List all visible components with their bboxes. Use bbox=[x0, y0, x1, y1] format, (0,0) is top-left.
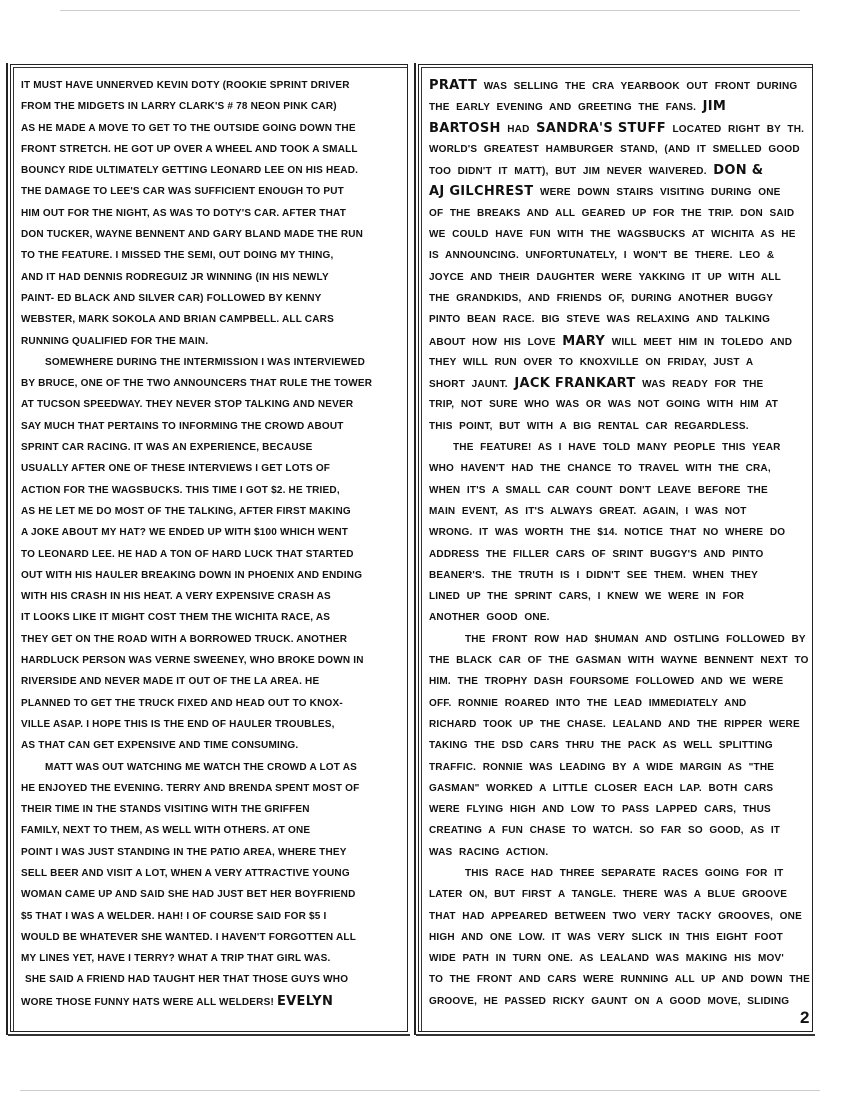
text-segment: ANOTHER GOOD ONE. bbox=[429, 612, 550, 624]
text-line bbox=[429, 650, 809, 671]
text-line bbox=[429, 671, 806, 692]
text-segment: TOO DIDN'T IT MATT), BUT JIM NEVER WAIVERED. bbox=[429, 166, 714, 178]
text-line bbox=[21, 288, 401, 309]
text-segment: WHEN IT'S A SMALL CAR COUNT DON'T LEAVE BEFORE THE bbox=[429, 484, 768, 496]
text-segment: AS HE LET ME DO MOST OF THE TALKING, AFTER FIRST MAKING bbox=[21, 505, 351, 517]
text-segment: IT MUST HAVE UNNERVED KEVIN DOTY (ROOKIE SPRINT DRIVER bbox=[21, 80, 350, 91]
text-line bbox=[429, 288, 806, 309]
highlighted-name: JACK FRANKART bbox=[514, 376, 636, 392]
text-line bbox=[21, 352, 401, 373]
text-line bbox=[21, 416, 401, 437]
highlighted-name: PRATT bbox=[429, 78, 478, 93]
text-line bbox=[21, 948, 401, 969]
text-segment: OF THE BREAKS AND ALL GEARED UP FOR THE TRIP. DON SAID bbox=[429, 207, 795, 219]
text-segment: ACTION FOR THE WAGSBUCKS. THIS TIME I GOT $2. HE TRIED, bbox=[21, 484, 340, 496]
text-segment: SELL BEER AND VISIT A LOT, WHEN A VERY ATTRACTIVE YOUNG bbox=[21, 867, 350, 879]
text-segment: TAKING THE DSD CARS THRU THE PACK AS WELL SPLITTING bbox=[429, 740, 773, 752]
text-line bbox=[21, 245, 401, 266]
text-segment: AS THAT CAN GET EXPENSIVE AND TIME CONSUMING. bbox=[21, 740, 299, 752]
text-segment: BOUNCY RIDE ULTIMATELY GETTING LEONARD LEE ON HIS HEAD. bbox=[21, 165, 359, 177]
text-segment: TO THE FEATURE. I MISSED THE SEMI, OUT DOING MY THING, bbox=[21, 250, 334, 262]
text-segment: FAMILY, NEXT TO THEM, AS WELL WITH OTHERS. AT ONE bbox=[21, 825, 311, 837]
text-segment: THE GRANDKIDS, AND FRIENDS OF, DURING ANOTHER BUGGY bbox=[429, 292, 774, 304]
text-segment: PLANNED TO GET THE TRUCK FIXED AND HEAD OUT TO KNOX- bbox=[21, 697, 343, 709]
text-line bbox=[21, 969, 401, 990]
text-segment: OFF. RONNIE ROARED INTO THE LEAD IMMEDIATELY AND bbox=[429, 697, 747, 709]
text-line bbox=[21, 309, 401, 330]
text-segment: THIS RACE HAD THREE SEPARATE RACES GOING FOR IT bbox=[465, 867, 784, 879]
text-segment: CREATING A FUN CHASE TO WATCH. SO FAR SO GOOD, AS IT bbox=[429, 825, 781, 837]
text-line bbox=[21, 565, 401, 586]
text-segment: DON TUCKER, WAYNE BENNENT AND GARY BLAND MADE THE RUN bbox=[21, 229, 364, 241]
text-line bbox=[429, 181, 806, 202]
text-line bbox=[429, 778, 806, 799]
text-line bbox=[21, 820, 401, 841]
text-segment: THE EARLY EVENING AND GREETING THE FANS. bbox=[429, 102, 703, 114]
text-segment: IT LOOKS LIKE IT MIGHT COST THEM THE WICHITA RACE, AS bbox=[21, 612, 331, 624]
left-column-frame bbox=[10, 64, 408, 1032]
text-line bbox=[21, 118, 401, 139]
text-segment: HIM. THE TROPHY DASH FOURSOME FOLLOWED AND WE WERE bbox=[429, 676, 784, 688]
text-segment: WAS RACING ACTION. bbox=[429, 846, 549, 858]
text-segment: FRONT STRETCH. HE GOT UP OVER A WHEEL AND TOOK A SMALL bbox=[21, 143, 358, 155]
text-line bbox=[429, 416, 806, 437]
text-line bbox=[429, 437, 806, 458]
text-line bbox=[429, 714, 806, 735]
text-line bbox=[429, 927, 806, 948]
text-segment: MAIN EVENT, AS IT'S ALWAYS GREAT. AGAIN, I WAS NOT bbox=[429, 505, 747, 517]
text-line bbox=[429, 842, 806, 863]
text-line bbox=[429, 906, 806, 927]
text-segment: SHORT JAUNT. bbox=[429, 379, 515, 391]
text-line bbox=[429, 394, 806, 415]
text-segment: OUT WITH HIS HAULER BREAKING DOWN IN PHOENIX AND ENDING bbox=[21, 569, 363, 581]
text-segment: PINTO BEAN RACE. BIG STEVE WAS RELAXING AND TALKING bbox=[429, 314, 771, 326]
text-segment: SOMEWHERE DURING THE INTERMISSION I WAS INTERVIEWED bbox=[45, 356, 366, 368]
text-line bbox=[429, 991, 806, 1012]
text-line bbox=[21, 650, 401, 671]
text-segment: THE FRONT ROW HAD $HUMAN AND OSTLING FOLLOWED BY bbox=[465, 633, 806, 645]
text-line bbox=[21, 842, 401, 863]
text-segment: HIM OUT FOR THE NIGHT, AS WAS TO DOTY'S CAR. AFTER THAT bbox=[21, 207, 347, 219]
text-segment: WERE DOWN STAIRS VISITING DURING ONE bbox=[533, 187, 781, 199]
text-segment: WILL MEET HIM IN TOLEDO AND bbox=[605, 336, 793, 348]
text-line bbox=[429, 820, 806, 841]
text-segment: WE COULD HAVE FUN WITH THE WAGSBUCKS AT WICHITA AS HE bbox=[429, 229, 796, 241]
text-line bbox=[21, 267, 401, 288]
text-segment: TRIP, NOT SURE WHO WAS OR WAS NOT GOING WITH HIM AT bbox=[429, 399, 779, 411]
text-segment: RUNNING QUALIFIED FOR THE MAIN. bbox=[21, 335, 209, 347]
text-segment: WAS READY FOR THE bbox=[635, 379, 764, 391]
text-line bbox=[429, 458, 806, 479]
scan-bottom-rule bbox=[20, 1090, 820, 1091]
text-segment: HIGH AND ONE LOW. IT WAS VERY SLICK IN THIS EIGHT FOOT bbox=[429, 931, 783, 943]
text-segment: GROOVE, HE PASSED RICKY GAUNT ON A GOOD MOVE, SLIDING bbox=[429, 995, 790, 1007]
text-segment: WHO HAVEN'T HAD THE CHANCE TO TRAVEL WITH THE CRA, bbox=[429, 463, 771, 475]
page-number: 2 bbox=[800, 1008, 810, 1027]
text-segment: BEANER'S. THE TRUTH IS I DIDN'T SEE THEM. WHEN THEY bbox=[429, 569, 759, 581]
text-line bbox=[429, 309, 806, 330]
text-segment: IS ANNOUNCING. UNFORTUNATELY, I WON'T BE THERE. LEO & bbox=[429, 250, 775, 262]
text-segment: BY BRUCE, ONE OF THE TWO ANNOUNCERS THAT RULE THE TOWER bbox=[21, 378, 373, 390]
text-segment: TO THE FRONT AND CARS WERE RUNNING ALL UP AND DOWN THE bbox=[429, 974, 810, 986]
text-line bbox=[21, 373, 401, 394]
text-line bbox=[21, 671, 401, 692]
text-segment: WOULD BE WHATEVER SHE WANTED. I HAVEN'T FORGOTTEN ALL bbox=[21, 931, 357, 943]
text-line bbox=[21, 607, 401, 628]
scan-top-rule bbox=[60, 10, 800, 11]
text-segment: PAINT- ED BLACK AND SILVER CAR) FOLLOWED BY KENNY bbox=[21, 292, 322, 304]
text-line bbox=[21, 799, 401, 820]
text-segment: THE BLACK CAR OF THE GASMAN WITH WAYNE BENNENT NEXT TO bbox=[429, 655, 809, 667]
text-line bbox=[429, 863, 806, 884]
text-segment: WOMAN CAME UP AND SAID SHE HAD JUST BET HER BOYFRIEND bbox=[21, 889, 356, 901]
text-line bbox=[429, 96, 806, 117]
text-segment: RICHARD TOOK UP THE CHASE. LEALAND AND THE RIPPER WERE bbox=[429, 718, 800, 730]
text-line bbox=[429, 245, 806, 266]
text-line bbox=[21, 629, 401, 650]
highlighted-name: BARTOSH bbox=[429, 120, 501, 136]
text-segment: TO LEONARD LEE. HE HAD A TON OF HARD LUCK THAT STARTED bbox=[21, 548, 354, 560]
text-line bbox=[429, 629, 806, 650]
text-line bbox=[429, 224, 806, 245]
text-line bbox=[429, 203, 806, 224]
text-segment: MATT WAS OUT WATCHING ME WATCH THE CROWD A LOT AS bbox=[45, 761, 357, 773]
text-segment: JOYCE AND THEIR DAUGHTER WERE YAKKING IT UP WITH ALL bbox=[429, 271, 781, 283]
text-line bbox=[21, 75, 401, 96]
text-segment: WRONG. IT WAS WORTH THE $14. NOTICE THAT NO WHERE DO bbox=[429, 527, 786, 539]
text-segment: WITH HIS CRASH IN HIS HEAT. A VERY EXPENSIVE CRASH AS bbox=[21, 591, 331, 603]
highlighted-name: MARY bbox=[562, 333, 606, 349]
highlighted-name: SANDRA'S STUFF bbox=[536, 120, 666, 136]
text-segment: THE DAMAGE TO LEE'S CAR WAS SUFFICIENT ENOUGH TO PUT bbox=[21, 186, 344, 198]
text-segment: THEY GET ON THE ROAD WITH A BORROWED TRUCK. ANOTHER bbox=[21, 633, 348, 645]
text-line bbox=[429, 480, 806, 501]
text-segment: SAY MUCH THAT PERTAINS TO INFORMING THE CROWD ABOUT bbox=[21, 420, 344, 432]
left-column-text bbox=[21, 75, 401, 1012]
text-segment: THE FEATURE! AS I HAVE TOLD MANY PEOPLE THIS YEAR bbox=[453, 442, 781, 454]
text-line bbox=[429, 501, 806, 522]
text-segment: LOCATED RIGHT BY TH. bbox=[665, 123, 805, 135]
text-line bbox=[21, 139, 401, 160]
text-segment: WERE FLYING HIGH AND LOW TO PASS LAPPED CARS, THUS bbox=[429, 804, 771, 816]
text-segment: SHE SAID A FRIEND HAD TAUGHT HER THAT THOSE GUYS WHO bbox=[25, 974, 349, 986]
text-segment: TRAFFIC. RONNIE WAS LEADING BY A WIDE MARGIN AS "THE bbox=[429, 761, 775, 773]
text-segment: HARDLUCK PERSON WAS VERNE SWEENEY, WHO BROKE DOWN IN bbox=[21, 655, 364, 667]
text-segment: POINT I WAS JUST STANDING IN THE PATIO AREA, WHERE THEY bbox=[21, 846, 347, 858]
text-line bbox=[21, 693, 401, 714]
highlighted-name: AJ GILCHREST bbox=[429, 184, 534, 200]
text-segment: AS HE MADE A MOVE TO GET TO THE OUTSIDE GOING DOWN THE bbox=[21, 122, 356, 134]
text-segment: FROM THE MIDGETS IN LARRY CLARK'S # 78 NEON PINK CAR) bbox=[21, 101, 337, 113]
text-line bbox=[429, 522, 806, 543]
text-line bbox=[429, 735, 806, 756]
text-line bbox=[21, 480, 401, 501]
text-segment: THEIR TIME IN THE STANDS VISITING WITH THE GRIFFEN bbox=[21, 804, 310, 816]
text-segment: WAS SELLING THE CRA YEARBOOK OUT FRONT DURING bbox=[477, 81, 798, 92]
text-line bbox=[429, 267, 806, 288]
text-line bbox=[429, 139, 806, 160]
text-line bbox=[429, 565, 806, 586]
text-line bbox=[21, 331, 401, 352]
text-segment: MY LINES YET, HAVE I TERRY? WHAT A TRIP THAT GIRL WAS. bbox=[21, 953, 331, 965]
text-line bbox=[21, 522, 401, 543]
text-segment: LINED UP THE SPRINT CARS, I KNEW WE WERE IN FOR bbox=[429, 591, 745, 603]
text-line bbox=[429, 331, 806, 352]
text-line bbox=[21, 394, 401, 415]
text-segment: A JOKE ABOUT MY HAT? WE ENDED UP WITH $100 WHICH WENT bbox=[21, 527, 349, 539]
text-line bbox=[429, 757, 806, 778]
highlighted-name: JIM bbox=[702, 99, 727, 115]
text-segment: THIS POINT, BUT WITH A BIG RENTAL CAR REGARDLESS. bbox=[429, 420, 749, 432]
text-line bbox=[21, 160, 401, 181]
right-column-frame bbox=[418, 64, 813, 1032]
text-line bbox=[429, 586, 806, 607]
text-segment: WEBSTER, MARK SOKOLA AND BRIAN CAMPBELL. ALL CARS bbox=[21, 314, 334, 326]
text-line bbox=[429, 544, 806, 565]
text-line bbox=[429, 693, 806, 714]
text-segment: THAT HAD APPEARED BETWEEN TWO VERY TACKY GROOVES, ONE bbox=[429, 910, 802, 922]
highlighted-name: EVELYN bbox=[276, 993, 334, 1009]
text-line bbox=[429, 884, 806, 905]
text-line bbox=[21, 224, 401, 245]
text-line bbox=[21, 586, 401, 607]
text-line bbox=[429, 118, 806, 139]
text-segment: ADDRESS THE FILLER CARS OF SRINT BUGGY'S AND PINTO bbox=[429, 548, 764, 560]
text-line bbox=[429, 160, 806, 181]
text-segment: $5 THAT I WAS A WELDER. HAH! I OF COURSE SAID FOR $5 I bbox=[21, 910, 327, 922]
text-line bbox=[429, 352, 806, 373]
text-segment: HAD bbox=[500, 123, 537, 135]
text-line bbox=[429, 948, 806, 969]
text-line bbox=[21, 501, 401, 522]
text-line bbox=[21, 181, 401, 202]
text-line bbox=[429, 969, 810, 990]
text-line bbox=[21, 991, 401, 1012]
text-segment: AT TUCSON SPEEDWAY. THEY NEVER STOP TALKING AND NEVER bbox=[21, 399, 354, 411]
text-segment: THEY WILL RUN OVER TO KNOXVILLE ON FRIDAY, JUST A bbox=[429, 356, 754, 368]
text-segment: WIDE PATH IN TURN ONE. AS LEALAND WAS MAKING HIS MOV' bbox=[429, 953, 784, 965]
text-line bbox=[21, 96, 401, 117]
text-segment: WORE THOSE FUNNY HATS WERE ALL WELDERS! bbox=[21, 996, 277, 1008]
text-segment: RIVERSIDE AND NEVER MADE IT OUT OF THE LA AREA. HE bbox=[21, 676, 320, 688]
text-line bbox=[429, 607, 806, 628]
right-column-text bbox=[429, 75, 810, 1012]
text-segment: SPRINT CAR RACING. IT WAS AN EXPERIENCE, BECAUSE bbox=[21, 442, 313, 454]
text-line bbox=[21, 863, 401, 884]
text-line bbox=[21, 778, 401, 799]
highlighted-name: DON & bbox=[713, 163, 764, 179]
text-segment: ABOUT HOW HIS LOVE bbox=[429, 336, 563, 348]
text-line bbox=[21, 757, 401, 778]
text-line bbox=[429, 799, 806, 820]
text-line bbox=[21, 906, 401, 927]
text-line bbox=[21, 884, 401, 905]
text-line bbox=[21, 714, 401, 735]
text-line bbox=[429, 373, 806, 394]
text-segment: USUALLY AFTER ONE OF THESE INTERVIEWS I GET LOTS OF bbox=[21, 463, 331, 475]
text-line bbox=[21, 458, 401, 479]
text-line bbox=[21, 203, 401, 224]
text-line bbox=[21, 437, 401, 458]
text-segment: AND IT HAD DENNIS RODREGUIZ JR WINNING (IN HIS NEWLY bbox=[21, 271, 329, 283]
text-segment: VILLE ASAP. I HOPE THIS IS THE END OF HAULER TROUBLES, bbox=[21, 718, 335, 730]
text-line bbox=[21, 927, 401, 948]
text-segment: HE ENJOYED THE EVENING. TERRY AND BRENDA SPENT MOST OF bbox=[21, 782, 360, 794]
text-segment: GASMAN" WORKED A LITTLE CLOSER EACH LAP. BOTH CARS bbox=[429, 782, 774, 794]
text-line bbox=[21, 544, 401, 565]
text-segment: LATER ON, BUT FIRST A TANGLE. THERE WAS A BLUE GROOVE bbox=[429, 889, 788, 901]
text-line bbox=[429, 75, 806, 96]
text-segment: WORLD'S GREATEST HAMBURGER STAND, (AND IT SMELLED GOOD bbox=[429, 143, 800, 155]
text-line bbox=[21, 735, 401, 756]
